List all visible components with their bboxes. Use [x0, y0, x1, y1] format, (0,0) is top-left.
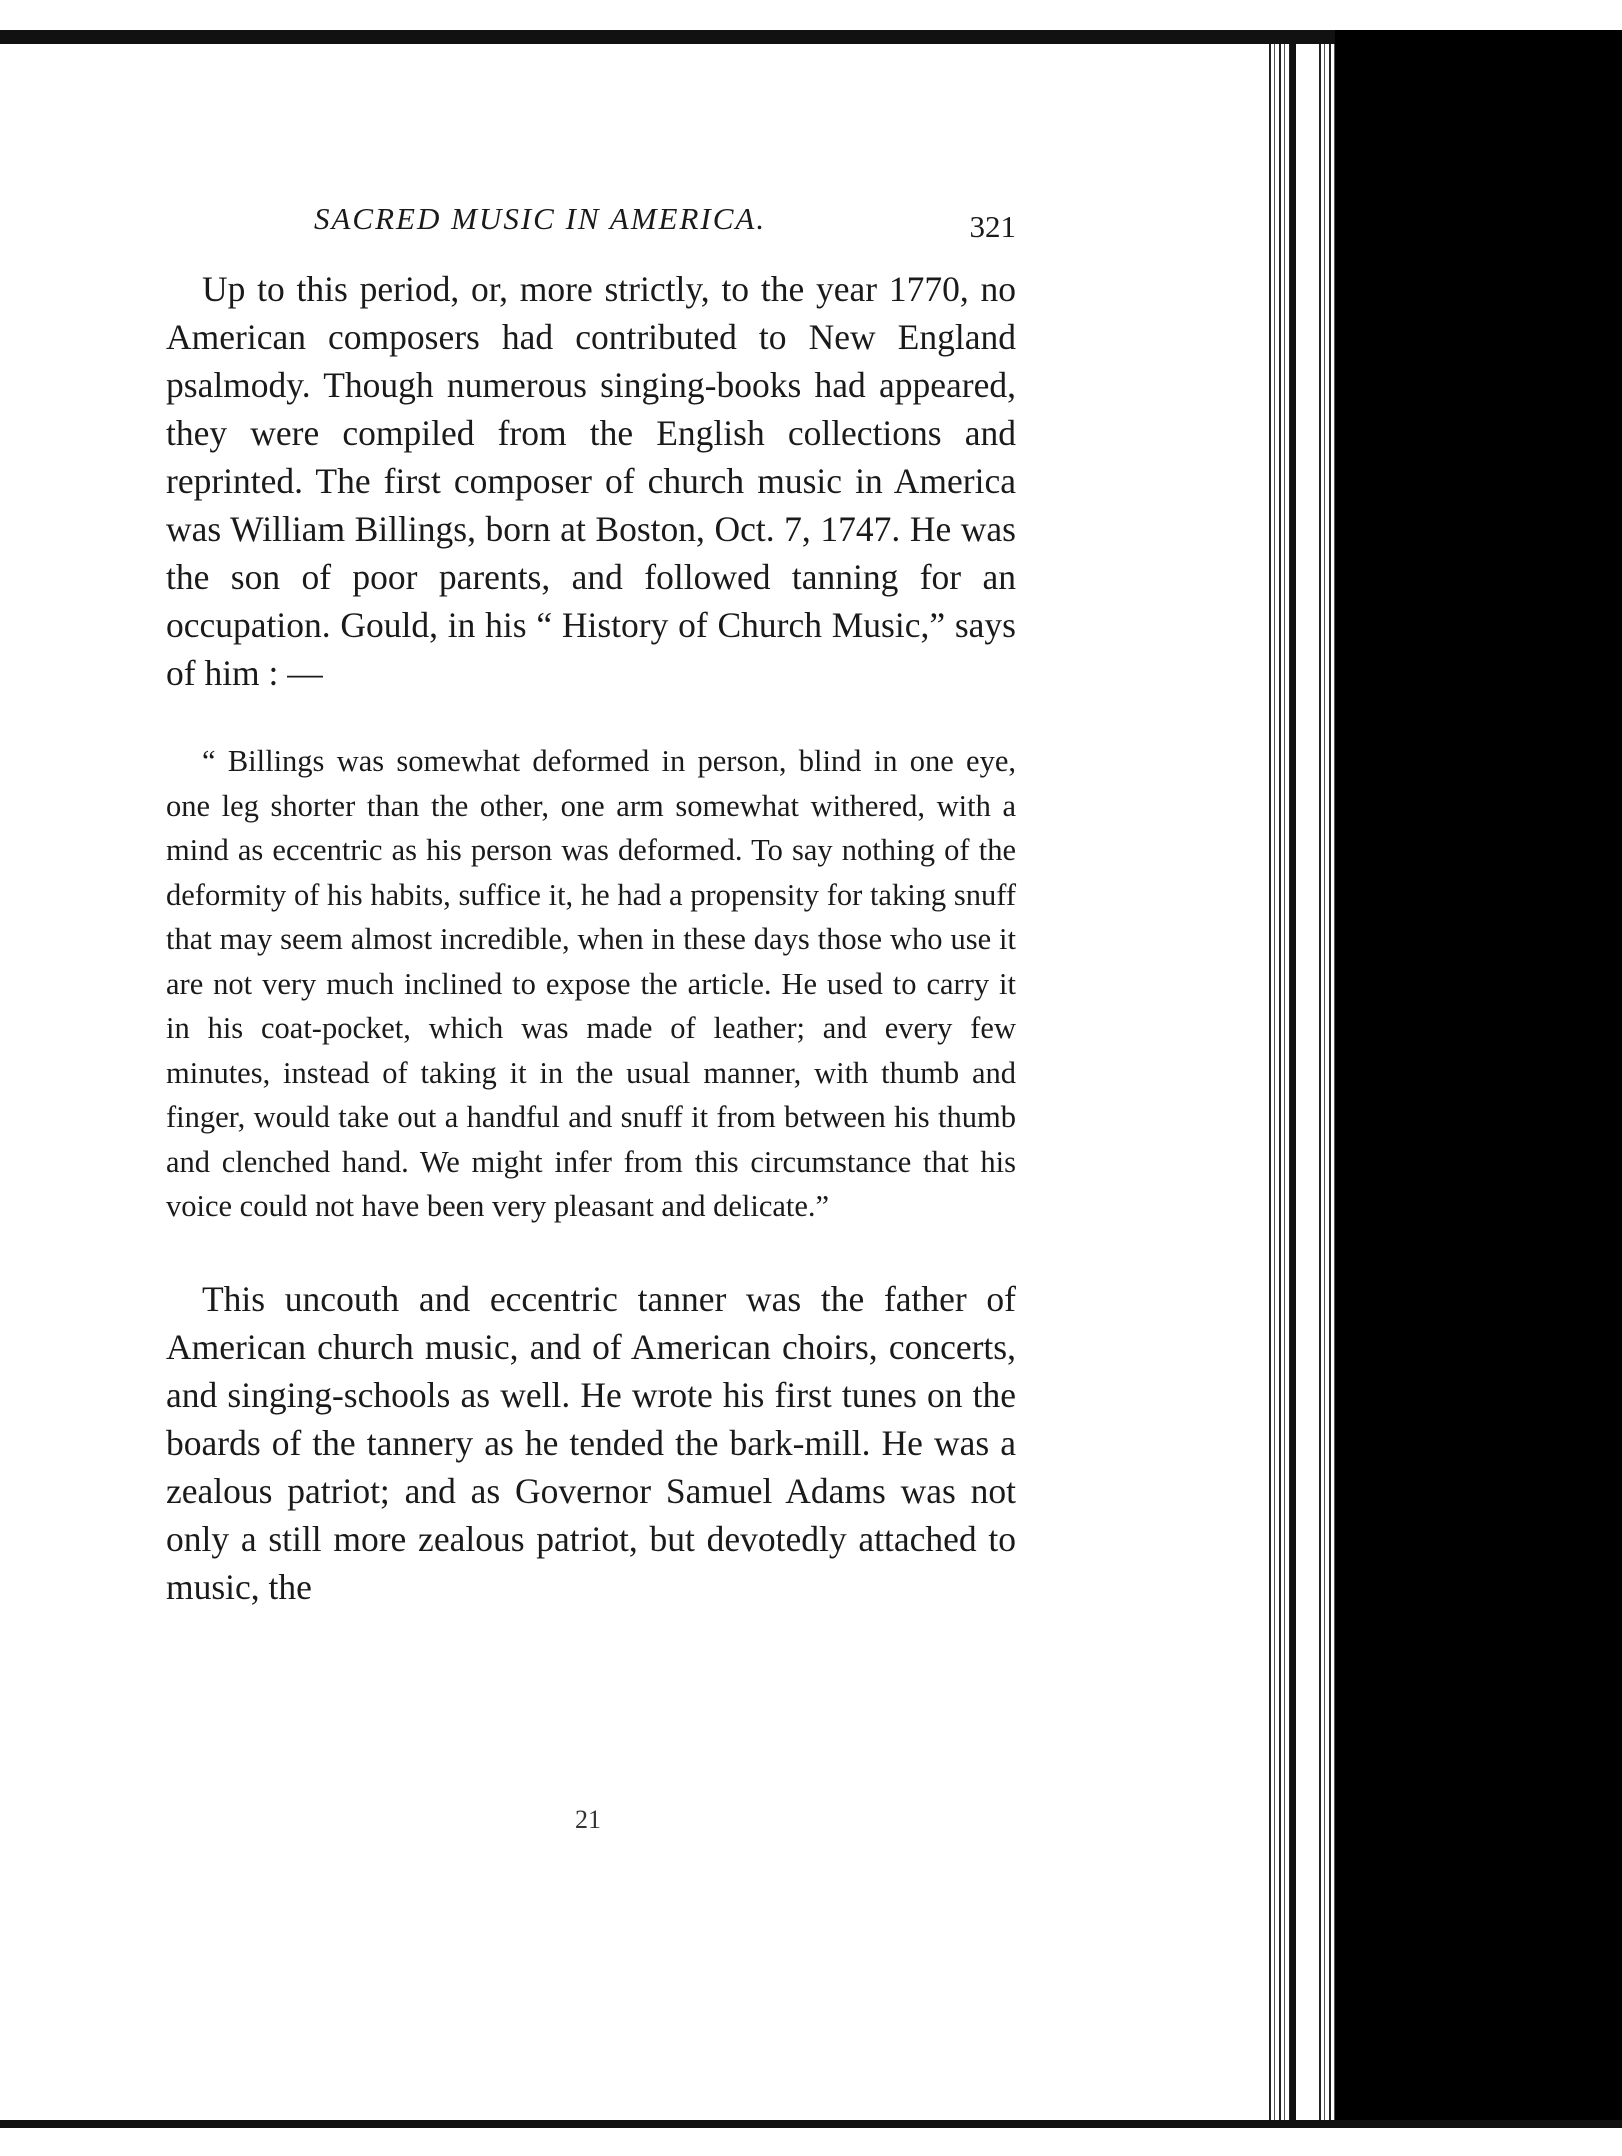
running-head — [166, 195, 1016, 255]
running-title: SACRED MUSIC IN AMERICA. — [314, 201, 767, 236]
spine-gap — [1290, 44, 1318, 2120]
top-scan-border — [0, 30, 1560, 44]
signature-mark: 21 — [575, 1805, 601, 1834]
scan-background-right — [1335, 30, 1622, 2128]
bottom-scan-border — [0, 2120, 1622, 2128]
block-quote: “ Billings was somewhat deformed in person, blind in one eye, one leg shorter than the other, one arm somewhat withered, with a mind as eccentric as his person was deformed. To say nothing of the deformity of his habits, suffice it, he had a propensity for taking snuff that may seem almost incredible, when in these days those who use it are not very much inclined to expose the article. He used to carry it in his coat-pocket, which was made of leather; and every few minutes, instead of taking it in the usual manner, with thumb and finger, would take out a handful and snuff it from between his thumb and clenched hand. We might infer from this circumstance that his voice could not have been very pleasant and delicate.” — [166, 744, 1016, 1223]
page-body — [166, 195, 1016, 1611]
paragraph-2: This uncouth and eccentric tanner was the father of American church music, and of American choirs, concerts, and singing-schools as well. He wrote his first tunes on the boards of the tannery as he tended the bark-mill. He was a zealous patriot; and as Governor Samuel Adams was not only a still more zealous patriot, but devotedly attached to music, the — [166, 1278, 1016, 1607]
page-number: 321 — [969, 209, 1016, 244]
paragraph-1: Up to this period, or, more strictly, to the year 1770, no American composers had contributed to New England psalmody. Though numerous singing-books had appeared, they were compiled from the English collections and reprinted. The first composer of church music in America was William Billings, born at Boston, Oct. 7, 1747. He was the son of poor parents, and followed tanning for an occupation. Gould, in his “ History of Church Music,” says of him : — — [166, 269, 1016, 693]
